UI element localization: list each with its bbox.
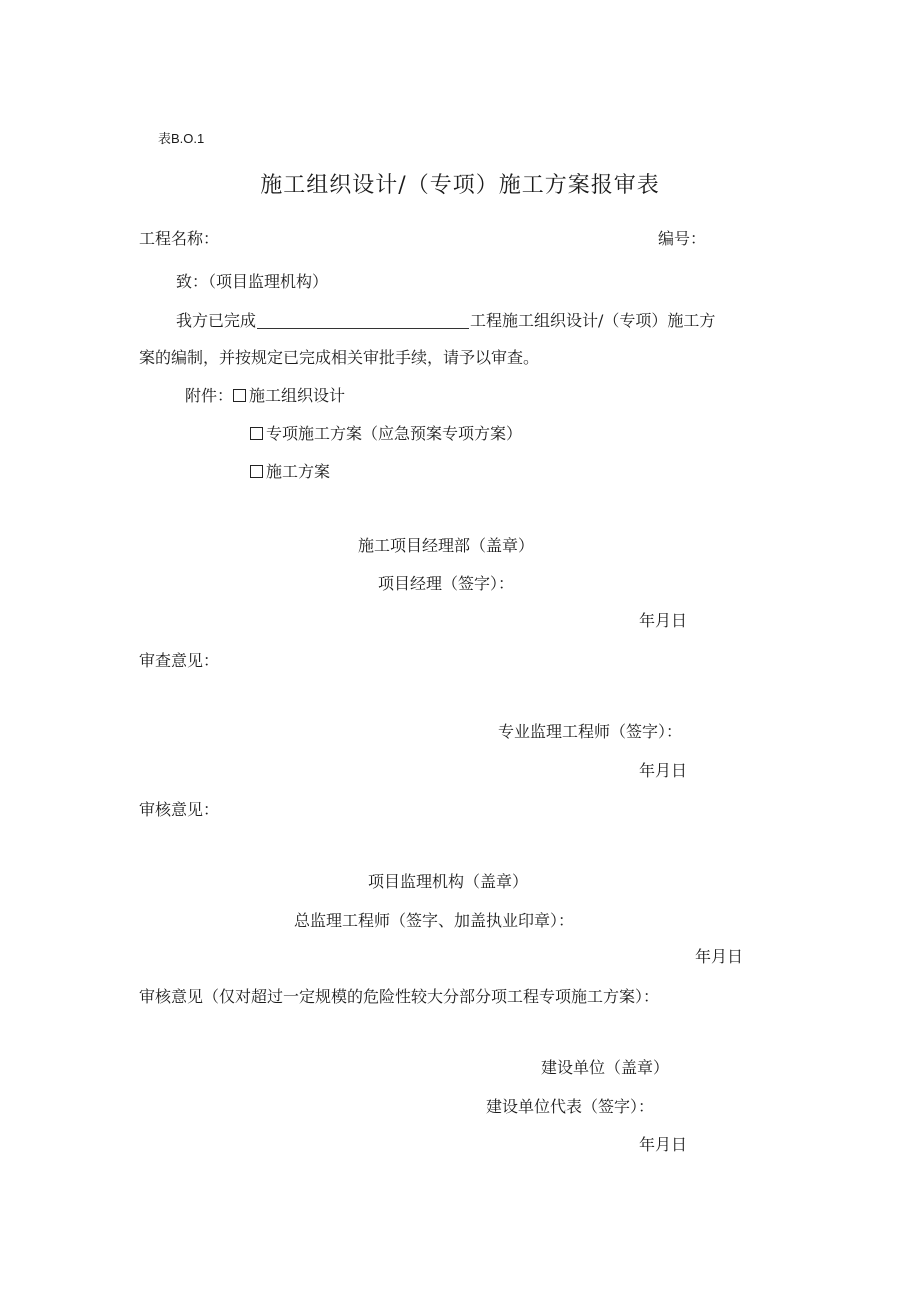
attachments-label: 附件：	[185, 386, 234, 405]
attachment-label-2: 专项施工方案（应急预案专项方案）	[266, 424, 523, 443]
page-title: 施工组织设计/（专项）施工方案报审表	[260, 173, 660, 198]
attachment-label-3: 施工方案	[266, 462, 331, 481]
attachment-row-1	[185, 386, 345, 406]
form-code: 表B.O.1	[158, 131, 205, 146]
owner-date: 年月日	[639, 1135, 688, 1154]
checkbox-construction-design[interactable]	[233, 389, 246, 402]
contractor-dept: 施工项目经理部（盖章）	[358, 536, 535, 555]
checkbox-special-plan[interactable]	[250, 427, 263, 440]
attachment-label-1: 施工组织设计	[249, 386, 346, 405]
body-line-1-prefix: 我方已完成	[176, 311, 257, 330]
contractor-manager-signature: 项目经理（签字）：	[378, 574, 515, 593]
attachment-row-2	[250, 424, 522, 444]
owner-audit-label: 审核意见（仅对超过一定规模的危险性较大分部分项工程专项施工方案）：	[139, 987, 660, 1006]
body-line-1-suffix: 工程施工组织设计/（专项）施工方	[470, 311, 716, 330]
number-label: 编号：	[658, 229, 707, 248]
attachment-row-3	[250, 462, 330, 482]
audit-date: 年月日	[695, 947, 744, 966]
review-signer: 专业监理工程师（签字）：	[498, 722, 683, 741]
addressee-line: 致：（项目监理机构）	[176, 272, 329, 291]
project-name-label: 工程名称：	[139, 229, 220, 248]
review-opinion-label: 审查意见：	[139, 651, 220, 670]
owner-signer: 建设单位代表（签字）：	[486, 1097, 655, 1116]
audit-org: 项目监理机构（盖章）	[368, 872, 529, 891]
owner-org: 建设单位（盖章）	[541, 1058, 670, 1077]
review-date: 年月日	[639, 761, 688, 780]
contractor-date: 年月日	[639, 611, 688, 630]
audit-signer: 总监理工程师（签字、加盖执业印章）：	[294, 911, 575, 930]
project-blank-field[interactable]	[257, 312, 469, 329]
body-line-1	[176, 311, 715, 331]
body-line-2: 案的编制，并按规定已完成相关审批手续，请予以审查。	[139, 348, 540, 367]
checkbox-construction-plan[interactable]	[250, 465, 263, 478]
audit-opinion-label: 审核意见：	[139, 800, 220, 819]
